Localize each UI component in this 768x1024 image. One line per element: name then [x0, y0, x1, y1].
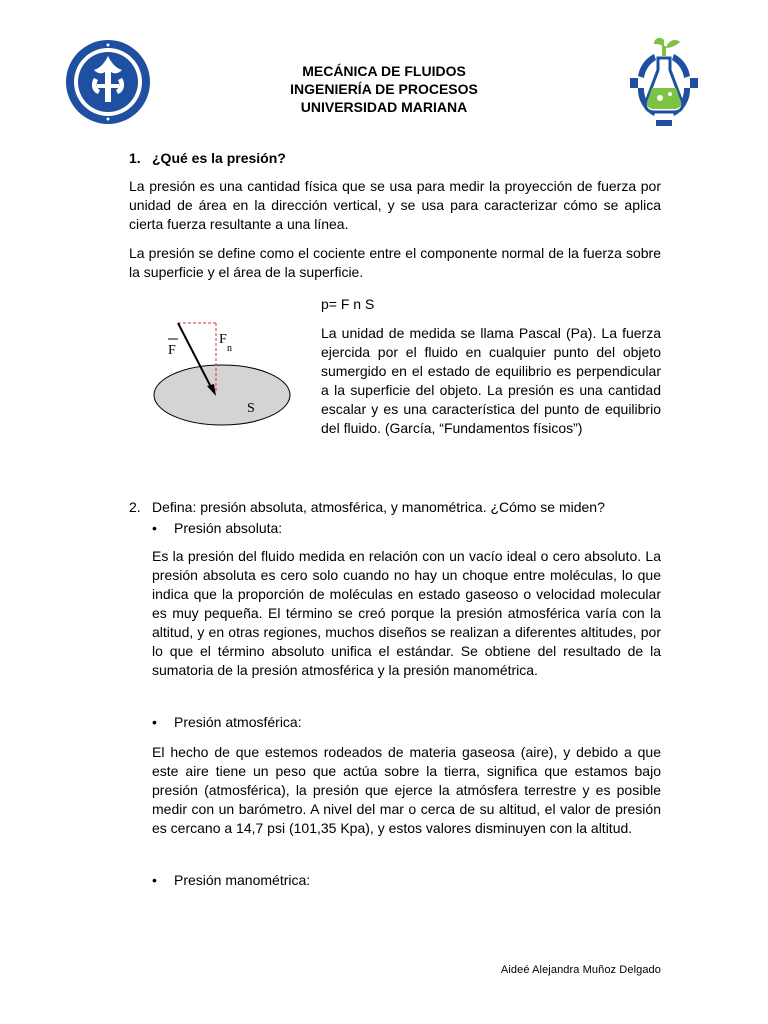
bullet-icon: •	[152, 520, 157, 536]
normal-force-label: F	[219, 332, 227, 347]
atmospheric-pressure-text: El hecho de que estemos rodeados de materia gaseosa (aire), y debido a que este aire tiene un peso que actúa sobre la tierra, significa que estamos bajo presión (atmosférica), la presión que ejerce la atmósfera terrestre y es posible medir con un barómetro. A nivel del mar o cerca de su altitud, el valor de presión es cercano a 14,7 psi (101,35 Kpa), y estos valores disminuyen con la altitud.	[152, 744, 661, 836]
footer-author: Aideé Alejandra Muñoz Delgado	[500, 964, 661, 976]
bullet-absolute-pressure	[152, 519, 282, 537]
q1-paragraph-3: La unidad de medida se llama Pascal (Pa). La fuerza ejercida por el fluido en cualquier punto del objeto sumergido en el estado de equilibrio es perpendicular a la superficie del objeto. La presión es una cantidad escalar y es una característica del punto de equilibrio del fluido. (García, “Fundamentos físicos”)	[321, 325, 661, 436]
question-1-heading	[129, 149, 286, 167]
university-title: UNIVERSIDAD MARIANA	[300, 99, 468, 115]
question-2-number: 2.	[129, 499, 141, 515]
program-title: INGENIERÍA DE PROCESOS	[290, 81, 478, 97]
bullet-icon: •	[152, 714, 157, 730]
bullet-gauge-pressure	[152, 871, 310, 889]
bullet-atmospheric-pressure	[152, 713, 302, 731]
course-title: MECÁNICA DE FLUIDOS	[302, 63, 466, 79]
question-1-title: ¿Qué es la presión?	[152, 150, 286, 166]
bullet-atmospheric-title: Presión atmosférica:	[174, 714, 302, 730]
question-2-heading	[129, 498, 605, 516]
pressure-formula: p= F n S	[321, 296, 375, 312]
absolute-pressure-text: Es la presión del fluido medida en relación con un vacío ideal o cero absoluto. La presión absoluta es cero solo cuando no hay un choque entre moléculas, lo que indica que la proporción de moléculas en estado gaseoso o velocidad molecular es muy pequeña. El término se creó porque la presión atmosférica varía con la altitud, y en otras regiones, muchos diseños se realizan a diferentes altitudes, por lo que el término absoluto unifica el estándar. Se obtiene del resultado de la sumatoria de la presión atmosférica y la presión manométrica.	[152, 548, 661, 678]
q1-paragraph-2: La presión se define como el cociente entre el componente normal de la fuerza sobre la superficie y el área de la superficie.	[129, 245, 661, 280]
document-header	[0, 62, 768, 116]
bullet-absolute-title: Presión absoluta:	[174, 520, 283, 536]
surface-label: S	[247, 401, 255, 416]
bullet-icon: •	[152, 872, 157, 888]
bullet-gauge-title: Presión manométrica:	[174, 872, 311, 888]
normal-force-subscript: n	[227, 343, 232, 354]
question-2-title: Defina: presión absoluta, atmosférica, y manométrica. ¿Cómo se miden?	[152, 499, 605, 515]
surface-ellipse	[154, 365, 290, 425]
pressure-force-diagram	[150, 318, 295, 428]
q1-paragraph-1: La presión es una cantidad física que se usa para medir la proyección de fuerza por unidad de área en la dirección vertical, y se usa para caracterizar cómo se aplica cierta fuerza resultante a una línea.	[129, 178, 661, 232]
force-label: F	[168, 343, 176, 358]
question-1-number: 1.	[129, 150, 141, 166]
